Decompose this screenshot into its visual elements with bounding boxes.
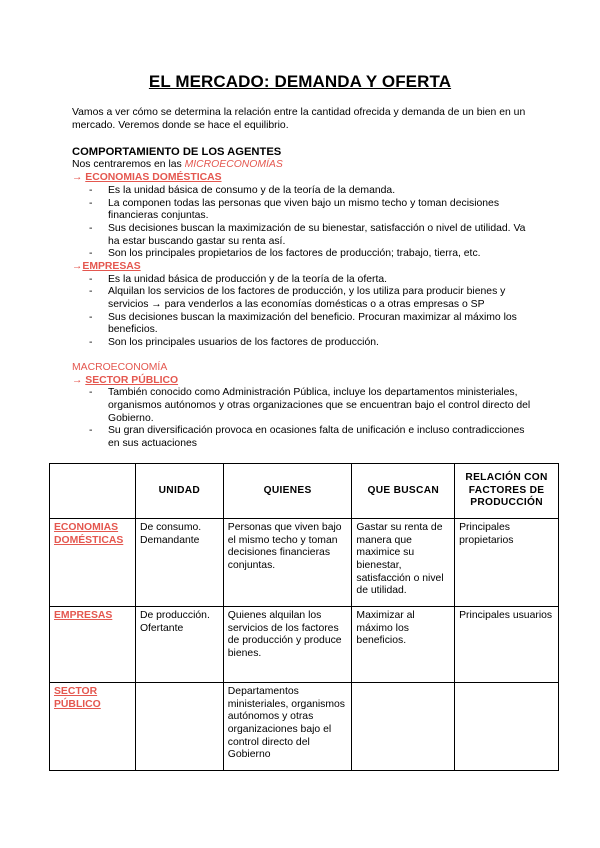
agents-heading: COMPORTAMIENTO DE LOS AGENTES xyxy=(72,146,282,158)
table-cell-quienes: Personas que viven bajo el mismo techo y toman decisiones financieras conjuntas. xyxy=(223,519,352,607)
table-cell-agent: ECONOMIAS DOMÉSTICAS xyxy=(50,519,136,607)
agents-table xyxy=(49,463,559,771)
table-cell-unidad: De consumo. Demandante xyxy=(135,519,223,607)
table-row xyxy=(50,683,559,771)
table-cell-relacion xyxy=(455,683,559,771)
agents-lead-text: Nos centraremos en las xyxy=(72,159,185,171)
households-heading xyxy=(72,172,532,185)
intro-paragraph: Vamos a ver cómo se determina la relación entre la cantidad ofrecida y demanda de un bien en un mercado. Veremos donde se hace el equilibrio. xyxy=(72,107,526,131)
table-cell-buscan: Maximizar al máximo los beneficios. xyxy=(352,607,455,683)
table-header-empty xyxy=(50,464,136,519)
agents-lead xyxy=(72,159,532,172)
microeconomics-highlight: MICROECONOMÍAS xyxy=(184,159,283,171)
table-cell-quienes: Departamentos ministeriales, organismos autónomos y otras organizaciones bajo el control directo del Gobierno xyxy=(223,683,352,771)
table-row xyxy=(50,607,559,683)
companies-list xyxy=(72,274,532,350)
table-header-relacion: RELACIÓN CON FACTORES DE PRODUCCIÓN xyxy=(455,464,559,519)
macroeconomics-label: MACROECONOMÍA xyxy=(72,362,168,373)
list-item: - Son los principales propietarios de los factores de producción; trabajo, tierra, etc. xyxy=(108,248,532,261)
households-list xyxy=(72,185,532,261)
table-cell-unidad: De producción. Ofertante xyxy=(135,607,223,683)
page-title: EL MERCADO: DEMANDA Y OFERTA xyxy=(148,72,452,91)
table-header-unidad: UNIDAD xyxy=(135,464,223,519)
list-item: - Es la unidad básica de consumo y de la teoría de la demanda. xyxy=(108,185,532,198)
public-sector-list xyxy=(72,387,532,450)
arrow-icon: → xyxy=(72,374,83,386)
companies-label: EMPRESAS xyxy=(82,260,141,272)
list-item: - Sus decisiones buscan la maximización de su bienestar, satisfacción o nivel de utilidad. Va ha estar buscando gastar su renta así. xyxy=(108,223,532,248)
table-cell-buscan: Gastar su renta de manera que maximice su bienestar, satisfacción o nivel de utilidad. xyxy=(352,519,455,607)
list-item: - Es la unidad básica de producción y de la teoría de la oferta. xyxy=(108,274,532,287)
list-item: - Sus decisiones buscan la maximización del beneficio. Procuran maximizar al máximo los beneficios. xyxy=(108,312,532,337)
table-cell-unidad xyxy=(135,683,223,771)
public-sector-heading xyxy=(72,375,532,388)
list-item: - Alquilan los servicios de los factores de producción, y los utiliza para producir bienes y servicios → para venderlos a las economías domésticas o a otras empresas o SP xyxy=(108,286,532,311)
list-item: - Su gran diversificación provoca en ocasiones falta de unificación e incluso contradicciones en sus actuaciones xyxy=(108,425,532,450)
table-cell-relacion: Principales usuarios xyxy=(455,607,559,683)
table-header-quienes: QUIENES xyxy=(223,464,352,519)
list-item: - Son los principales usuarios de los factores de producción. xyxy=(108,337,532,350)
macro-section xyxy=(72,362,532,451)
list-item: - La componen todas las personas que viven bajo un mismo techo y toman decisiones financieras conjuntas. xyxy=(108,198,532,223)
arrow-icon: → xyxy=(72,260,83,272)
table-cell-agent: EMPRESAS xyxy=(50,607,136,683)
table-cell-buscan xyxy=(352,683,455,771)
table-row xyxy=(50,519,559,607)
list-item: - También conocido como Administración Pública, incluye los departamentos ministeriales, organismos autónomos y otras organizaciones que se encuentran bajo el control directo del Gobierno. xyxy=(108,387,532,425)
companies-heading xyxy=(72,261,532,274)
table-cell-relacion: Principales propietarios xyxy=(455,519,559,607)
households-label: ECONOMIAS DOMÉSTICAS xyxy=(85,172,222,184)
table-header-buscan: QUE BUSCAN xyxy=(352,464,455,519)
table-cell-quienes: Quienes alquilan los servicios de los factores de producción y produce bienes. xyxy=(223,607,352,683)
agents-section xyxy=(72,146,532,350)
table-cell-agent: SECTOR PÚBLICO xyxy=(50,683,136,771)
arrow-icon: → xyxy=(72,172,83,184)
table-header-row xyxy=(50,464,559,519)
public-sector-label: SECTOR PÚBLICO xyxy=(85,374,179,386)
